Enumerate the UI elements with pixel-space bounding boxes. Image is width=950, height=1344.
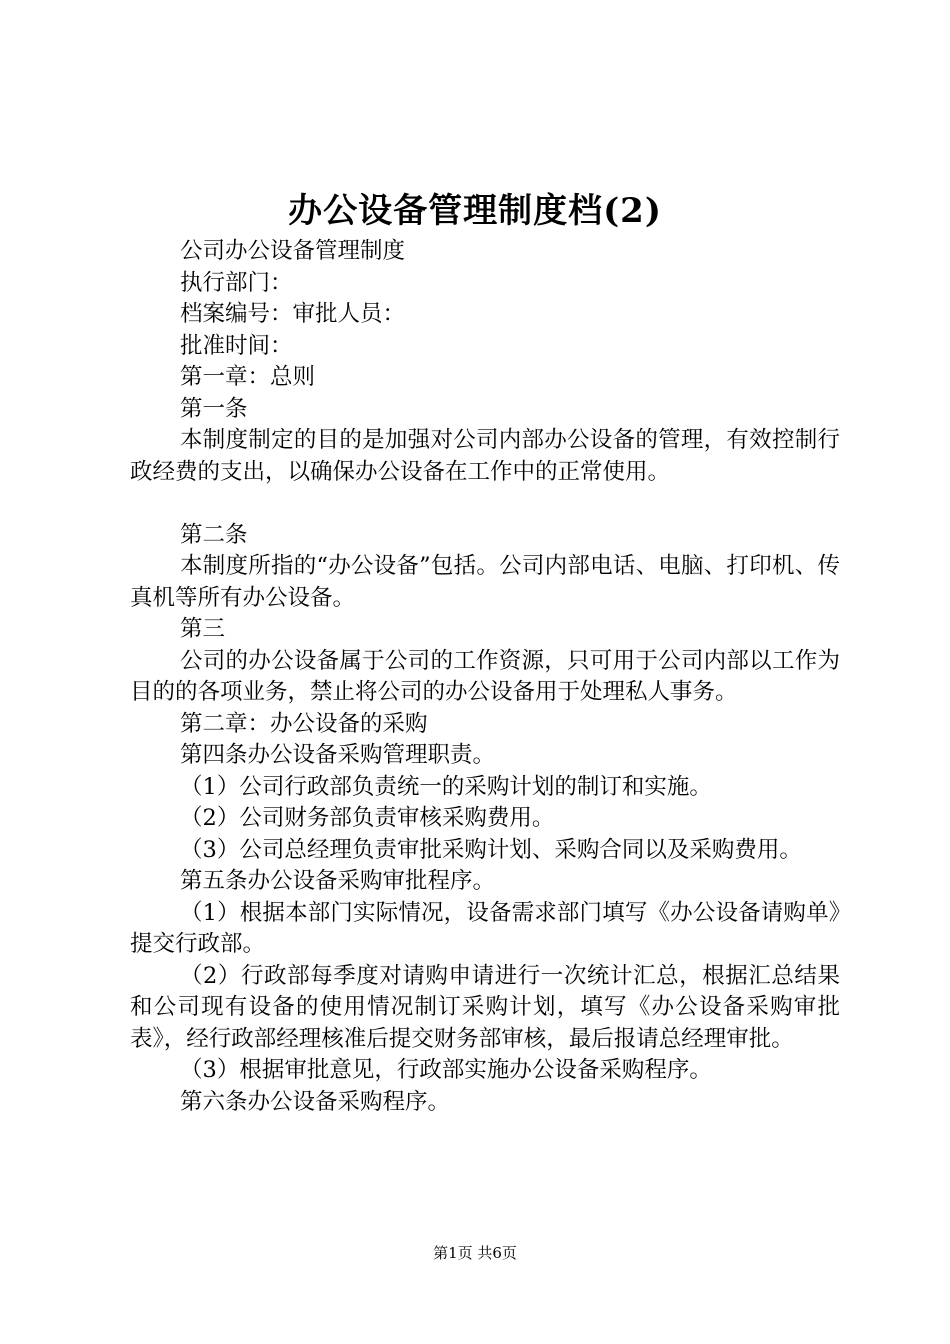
paragraph-4: 第一章：总则 xyxy=(180,364,316,390)
paragraph-10: 公司的办公设备属于公司的工作资源，只可用于公司内部以工作为目的的各项业务，禁止将公司的办公设备用于处理私人事务。 xyxy=(130,647,840,705)
paragraph-5: 第一条 xyxy=(180,395,248,422)
page-footer: 第1页 共6页 xyxy=(433,1244,517,1262)
paragraph-7: 第二条 xyxy=(180,521,248,548)
paragraph-14: （2）公司财务部负责审核采购费用。 xyxy=(180,805,555,831)
blank-line xyxy=(130,488,840,520)
document-body xyxy=(130,236,840,1118)
paragraph-15: （3）公司总经理负责审批采购计划、采购合同以及采购费用。 xyxy=(180,836,802,863)
paragraph-2: 档案编号：审批人员： xyxy=(180,301,406,327)
paragraph-20: 第六条办公设备采购程序。 xyxy=(180,1088,451,1115)
paragraph-9: 第三 xyxy=(180,616,226,642)
paragraph-8: 本制度所指的“办公设备”包括。公司内部电话、电脑、打印机、传真机等所有办公设备。 xyxy=(130,553,840,611)
paragraph-13: （1）公司行政部负责统一的采购计划的制订和实施。 xyxy=(180,773,712,800)
paragraph-12: 第四条办公设备采购管理职责。 xyxy=(180,742,496,768)
paragraph-3: 批准时间： xyxy=(180,332,293,359)
paragraph-6: 本制度制定的目的是加强对公司内部办公设备的管理，有效控制行政经费的支出，以确保办公设备在工作中的正常使用。 xyxy=(130,427,840,485)
paragraph-11: 第二章：办公设备的采购 xyxy=(180,710,428,737)
paragraph-1: 执行部门： xyxy=(180,269,293,296)
document-title: 办公设备管理制度档(2) xyxy=(288,191,662,231)
paragraph-18: （2）行政部每季度对请购申请进行一次统计汇总，根据汇总结果和公司现有设备的使用情况制订采购计划，填写《办公设备采购审批表》，经行政部经理核准后提交财务部审核，最后报请总经理审批。 xyxy=(130,962,840,1052)
paragraph-16: 第五条办公设备采购审批程序。 xyxy=(180,868,496,894)
paragraph-17: （1）根据本部门实际情况，设备需求部门填写《办公设备请购单》提交行政部。 xyxy=(130,899,840,957)
paragraph-0: 公司办公设备管理制度 xyxy=(180,238,406,264)
paragraph-19: （3）根据审批意见，行政部实施办公设备采购程序。 xyxy=(180,1057,712,1083)
